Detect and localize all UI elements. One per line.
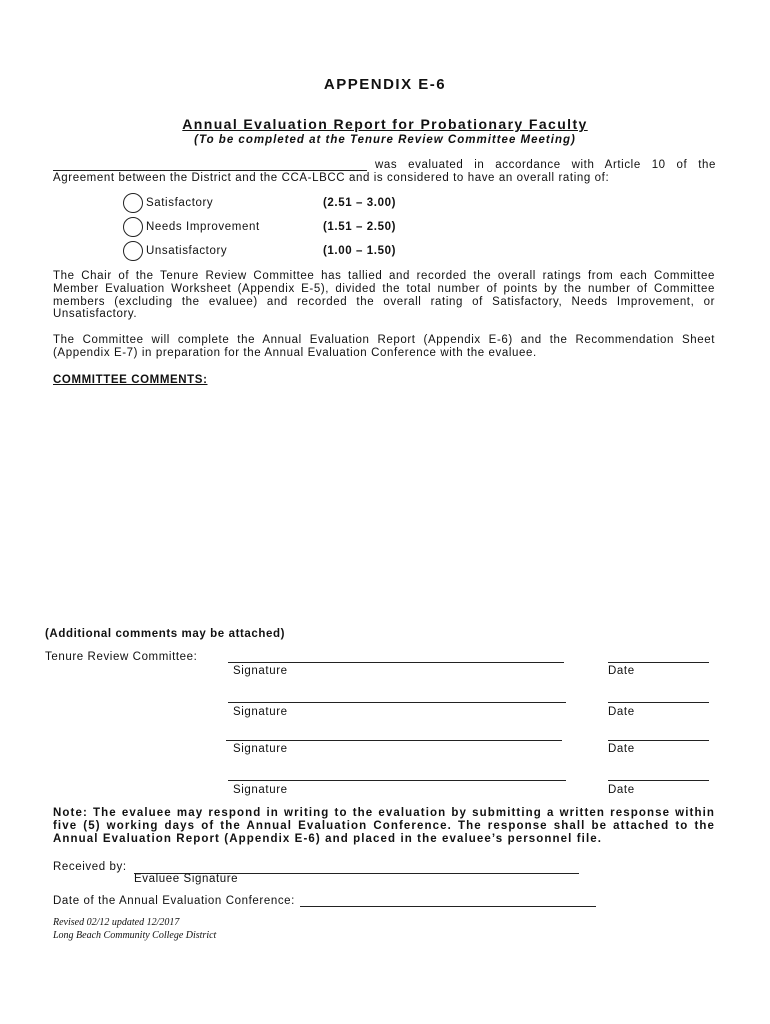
- intro-line-2: Agreement between the District and the CCA-LBCC and is considered to have an overall rating of:: [53, 172, 610, 184]
- completion-instruction: (To be completed at the Tenure Review Committee Meeting): [194, 134, 576, 146]
- rating-label-satisfactory: Satisfactory: [146, 197, 214, 209]
- date-line-3[interactable]: [608, 740, 709, 741]
- evaluee-name-line[interactable]: [53, 170, 367, 171]
- conference-date-line[interactable]: [300, 906, 596, 907]
- signature-line-1[interactable]: [228, 662, 564, 663]
- rating-option-needs-improvement[interactable]: [123, 217, 143, 237]
- rating-option-unsatisfactory[interactable]: [123, 241, 143, 261]
- committee-paragraph: The Committee will complete the Annual Evaluation Report (Appendix E-6) and the Recommendation Sheet (Appendix E-7) in preparation for the Annual Evaluation Conference with the evaluee.: [53, 334, 715, 359]
- date-line-2[interactable]: [608, 702, 709, 703]
- evaluee-signature-label: Evaluee Signature: [134, 873, 239, 885]
- signature-label-3: Signature: [233, 743, 288, 755]
- signature-line-3[interactable]: [226, 740, 562, 741]
- rating-range-unsatisfactory: (1.00 – 1.50): [323, 245, 397, 257]
- committee-comments-area[interactable]: [53, 392, 715, 622]
- date-label-3: Date: [608, 743, 635, 755]
- signature-line-4[interactable]: [228, 780, 566, 781]
- appendix-heading: APPENDIX E-6: [323, 76, 447, 93]
- intro-line-1: was evaluated in accordance with Article 10 of the: [375, 159, 716, 171]
- tenure-committee-label: Tenure Review Committee:: [45, 651, 198, 663]
- chair-paragraph: The Chair of the Tenure Review Committee has tallied and recorded the overall ratings from each Committee Member Evaluation Worksheet (Appendix E-5), divided the total number of points by the number of Committee members (excluding the evaluee) and recorded the overall rating of Satisfactory, Needs Improvement, or Unsatisfactory.: [53, 270, 715, 321]
- date-line-4[interactable]: [608, 780, 709, 781]
- signature-label-4: Signature: [233, 784, 288, 796]
- evaluee-response-note: Note: The evaluee may respond in writing to the evaluation by submitting a written response within five (5) working days of the Annual Evaluation Conference. The response shall be attached to the Annual Evaluation Report (Appendix E-6) and placed in the evaluee’s personnel file.: [53, 807, 715, 845]
- committee-comments-heading: COMMITTEE COMMENTS:: [53, 374, 208, 386]
- rating-label-needs-improvement: Needs Improvement: [146, 221, 260, 233]
- rating-label-unsatisfactory: Unsatisfactory: [146, 245, 228, 257]
- district-name: Long Beach Community College District: [53, 930, 217, 941]
- rating-range-needs-improvement: (1.51 – 2.50): [323, 221, 397, 233]
- document-title: Annual Evaluation Report for Probationary Faculty: [182, 116, 588, 132]
- revision-note: Revised 02/12 updated 12/2017: [53, 917, 180, 928]
- signature-label-2: Signature: [233, 706, 288, 718]
- rating-option-satisfactory[interactable]: [123, 193, 143, 213]
- date-label-4: Date: [608, 784, 635, 796]
- signature-line-2[interactable]: [228, 702, 566, 703]
- additional-comments-note: (Additional comments may be attached): [45, 628, 286, 640]
- received-by-label: Received by:: [53, 861, 127, 873]
- signature-label-1: Signature: [233, 665, 288, 677]
- rating-range-satisfactory: (2.51 – 3.00): [323, 197, 397, 209]
- date-label-2: Date: [608, 706, 635, 718]
- date-line-1[interactable]: [608, 662, 709, 663]
- conference-date-label: Date of the Annual Evaluation Conference:: [53, 895, 295, 907]
- date-label-1: Date: [608, 665, 635, 677]
